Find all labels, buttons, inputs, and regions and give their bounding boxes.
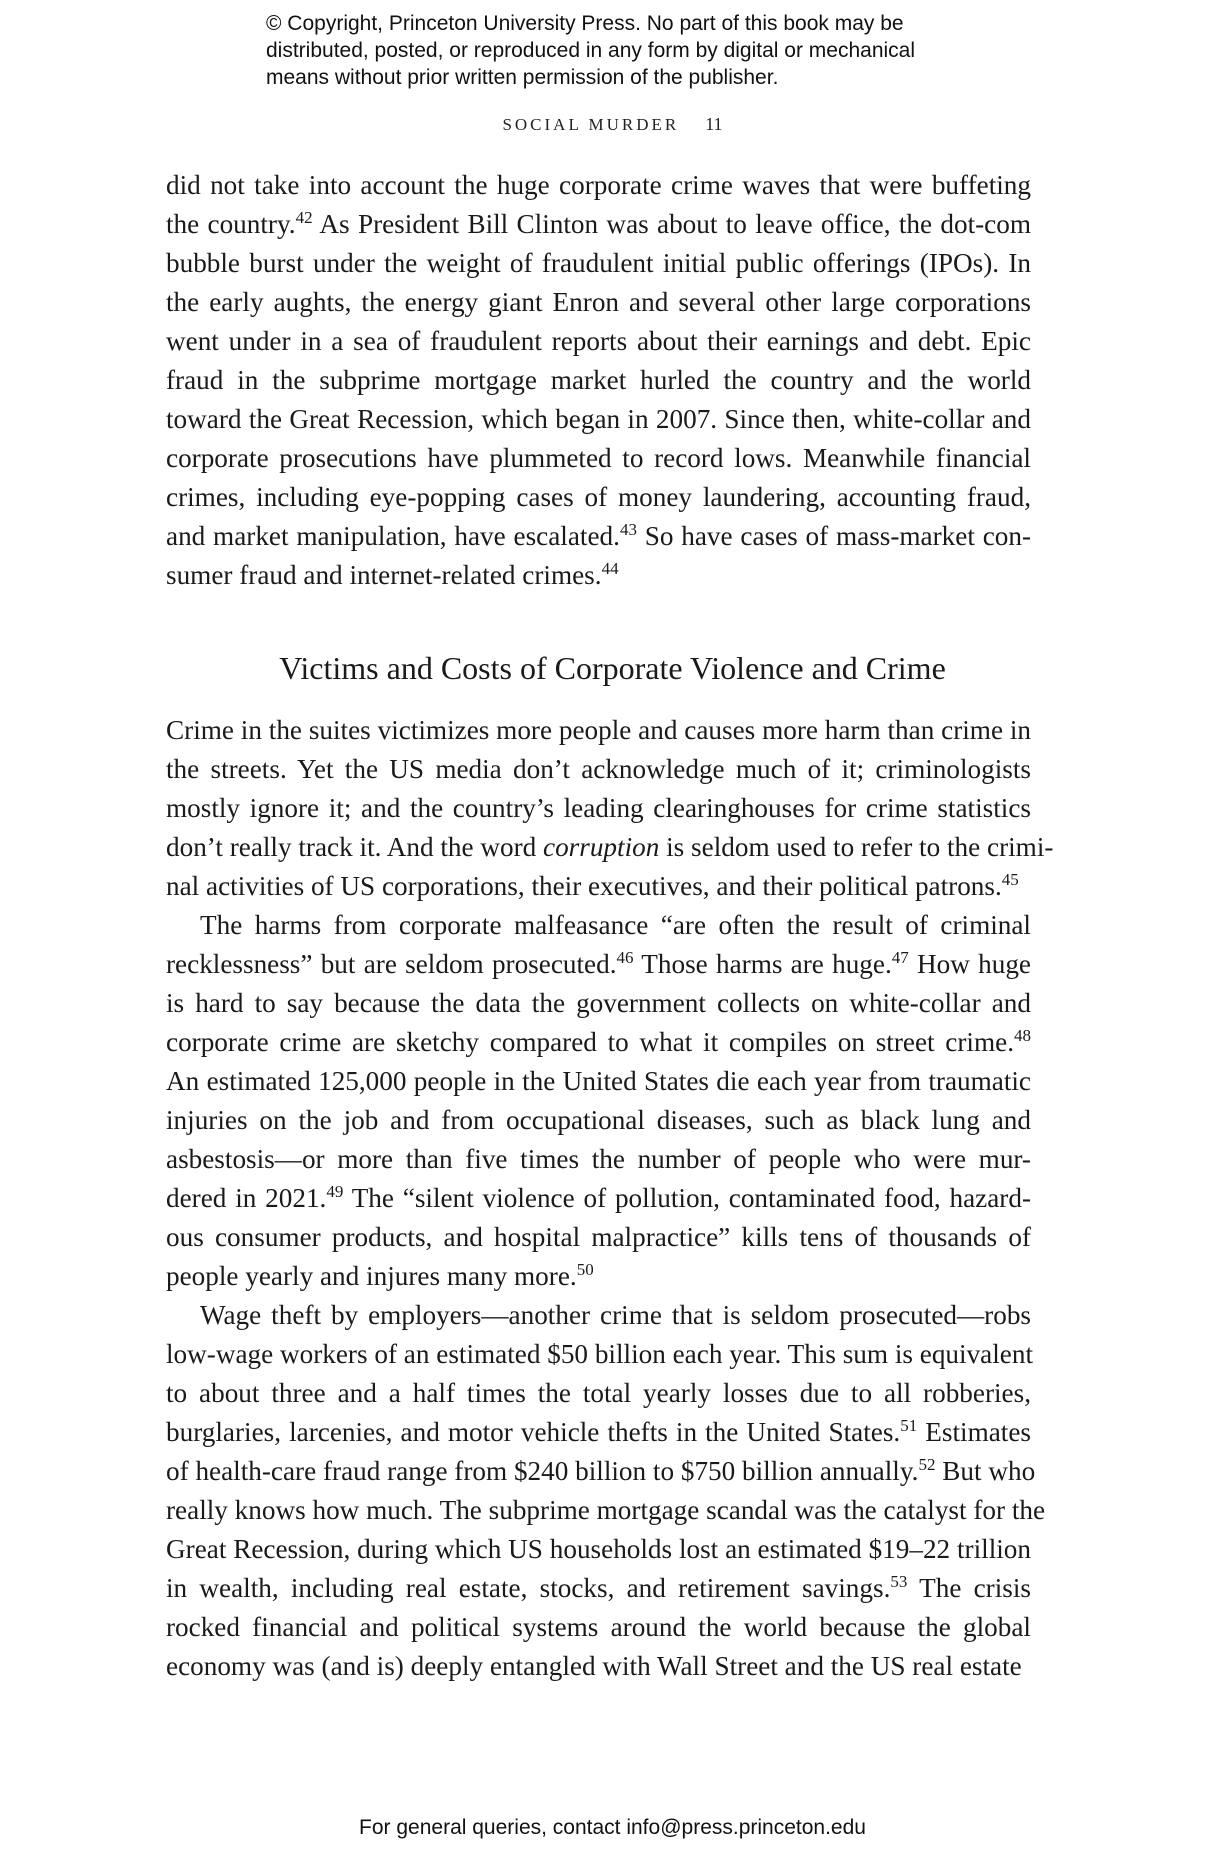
running-head <box>0 114 1225 135</box>
footnote-ref: 47 <box>891 948 909 967</box>
text-line: fraud in the subprime mortgage market hurled the country and the world <box>166 365 1031 395</box>
text-line: burglaries, larcenies, and motor vehicle thefts in the United States.$^{51}$ Estimates <box>166 1416 1031 1447</box>
text-line: the early aughts, the energy giant Enron and several other large corporations <box>166 287 1031 317</box>
text-line: crimes, including eye-popping cases of money laundering, accounting fraud, <box>166 482 1031 512</box>
text-line: of health-care fraud range from $240 billion to $750 billion annually.$^{52}$ But who <box>166 1455 1036 1486</box>
text-line: corporate prosecutions have plummeted to record lows. Meanwhile financial <box>166 443 1031 473</box>
emphasis: corruption <box>543 832 660 862</box>
text-line: injuries on the job and from occupational diseases, such as black lung and <box>166 1105 1031 1135</box>
text-line: An estimated 125,000 people in the United States die each year from traumatic <box>166 1066 1031 1096</box>
text-line: asbestosis—or more than five times the number of people who were mur- <box>166 1144 1031 1174</box>
running-head-title: SOCIAL MURDER <box>502 115 680 134</box>
text-line: went under in a sea of fraudulent reports about their earnings and debt. Epic <box>166 326 1031 356</box>
page-number: 11 <box>705 114 723 134</box>
footnote-ref: 52 <box>918 1455 936 1474</box>
copyright-line: means without prior written permission of the publisher. <box>266 66 779 89</box>
footnote-ref: 43 <box>619 520 637 539</box>
footnote-ref: 48 <box>1014 1026 1031 1045</box>
text-line: The harms from corporate malfeasance “are often the result of criminal <box>200 910 1031 940</box>
copyright-notice <box>266 10 1026 91</box>
text-line: to about three and a half times the total yearly losses due to all robberies, <box>166 1378 1031 1408</box>
text-line: Wage theft by employers—another crime that is seldom prosecuted—robs <box>200 1300 1031 1330</box>
text-line: dered in 2021.49 The “silent violence of pollution, contaminated food, hazard- <box>166 1182 1032 1213</box>
text-line: economy was (and is) deeply entangled with Wall Street and the US real estate <box>166 1651 1022 1681</box>
text-line: mostly ignore it; and the country’s leading clearinghouses for crime statistics <box>166 793 1031 823</box>
text-line: toward the Great Recession, which began in 2007. Since then, white-collar and <box>166 404 1031 434</box>
paragraph <box>166 711 1054 906</box>
footnote-ref: 50 <box>576 1260 594 1279</box>
text-line: Crime in the suites victimizes more people and causes more harm than crime in <box>166 715 1031 745</box>
text-line: rocked financial and political systems around the world because the global <box>166 1612 1031 1642</box>
paragraph <box>166 166 1031 595</box>
text-line: don’t really track it. And the word corruption is seldom used to refer to the crimi- <box>166 832 1054 862</box>
copyright-line: distributed, posted, or reproduced in any form by digital or mechanical <box>266 39 916 62</box>
paragraph <box>166 906 1031 1296</box>
footnote-ref: 44 <box>601 559 619 578</box>
footnote-ref: 51 <box>900 1416 918 1435</box>
text-line: the country.$^{42}$ As President Bill Clinton was about to leave office, the dot-com <box>166 208 1031 239</box>
text-line: corporate crime are sketchy compared to what it compiles on street crime.$^{48}$ <box>166 1026 1031 1057</box>
text-line: in wealth, including real estate, stocks, and retirement savings.$^{53}$ The crisis <box>166 1572 1031 1603</box>
footnote-ref: 49 <box>326 1182 344 1201</box>
text-line: ous consumer products, and hospital malpractice” kills tens of thousands of <box>166 1222 1031 1252</box>
text-line: really knows how much. The subprime mortgage scandal was the catalyst for the <box>166 1495 1046 1525</box>
text-line: nal activities of US corporations, their executives, and their political patrons.$^{45}$ <box>166 870 1019 901</box>
text-line: did not take into account the huge corporate crime waves that were buffeting <box>166 170 1031 200</box>
text-line: recklessness” but are seldom prosecuted.$^{46}$ Those harms are huge.$^{47}$ How huge <box>166 948 1032 979</box>
text-line: the streets. Yet the US media don’t acknowledge much of it; criminologists <box>166 754 1031 784</box>
contact-footer: For general queries, contact info@press.princeton.edu <box>359 1816 866 1839</box>
text-line: Great Recession, during which US households lost an estimated $19–22 trillion <box>166 1534 1031 1564</box>
text-line: low-wage workers of an estimated $50 billion each year. This sum is equivalent <box>166 1339 1034 1369</box>
footnote-ref: 45 <box>1001 870 1019 889</box>
copyright-line: © Copyright, Princeton University Press. No part of this book may be <box>266 12 904 35</box>
section-heading: Victims and Costs of Corporate Violence and Crime <box>279 650 946 686</box>
text-line: and market manipulation, have escalated.$^{43}$ So have cases of mass-market con- <box>166 520 1032 551</box>
footnote-ref: 42 <box>295 208 313 227</box>
footnote-ref: 46 <box>616 948 634 967</box>
text-line: sumer fraud and internet-related crimes.$^{44}$ <box>166 559 619 590</box>
footnote-ref: 53 <box>890 1572 908 1591</box>
text-line: bubble burst under the weight of fraudulent initial public offerings (IPOs). In <box>166 248 1031 278</box>
text-line: people yearly and injures many more.$^{50}$ <box>166 1260 594 1291</box>
paragraph <box>166 1296 1046 1686</box>
text-line: is hard to say because the data the government collects on white-collar and <box>166 988 1031 1018</box>
